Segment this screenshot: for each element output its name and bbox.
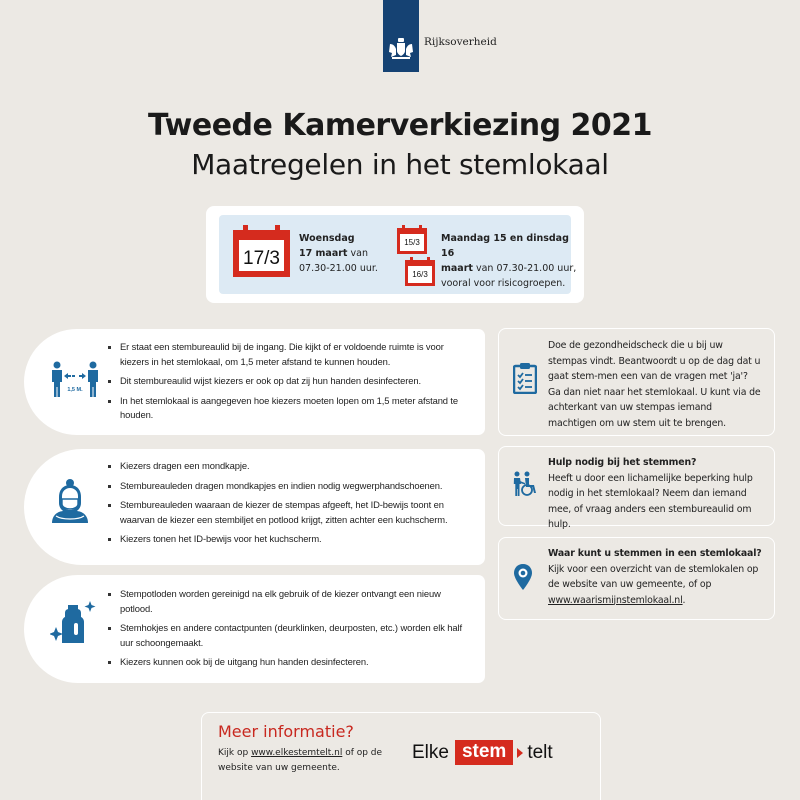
- assistance-heading: Hulp nodig bij het stemmen?: [548, 457, 697, 468]
- polling-location-link[interactable]: www.waarismijnstemlokaal.nl: [548, 594, 683, 606]
- measure-list-masks: [108, 459, 473, 552]
- main-date-rest: van: [347, 248, 368, 259]
- list-item: Stemhokjes en andere contactpunten (deurklinken, deurposten, etc.) worden elk half uur schoongemaakt.: [108, 621, 473, 650]
- elke-stem-telt-logo: [412, 740, 553, 765]
- election-dates-card: [206, 206, 584, 303]
- health-check-card: [498, 328, 775, 436]
- polling-location-body: Kijk voor een overzicht van de stemlokalen op de website van uw gemeente, of op: [548, 563, 759, 590]
- cleaning-bottle-icon: [50, 599, 100, 653]
- calendar-icon: [405, 257, 435, 286]
- polling-location-card: [498, 537, 775, 620]
- distance-icon: [50, 361, 100, 405]
- polling-location-text: [548, 546, 762, 608]
- polling-location-heading: Waar kunt u stemmen in een stemlokaal?: [548, 548, 762, 559]
- early-line2: van 07.30-21.00 uur,: [472, 263, 577, 274]
- early-election-dates: [441, 231, 581, 291]
- logo-word-stem: stem: [455, 740, 513, 765]
- measure-card-distance: [24, 329, 485, 435]
- more-info-title: Meer informatie?: [218, 722, 354, 741]
- list-item: Stembureauleden dragen mondkapjes en indien nodig wegwerphandschoenen.: [108, 479, 473, 494]
- list-item: Dit stembureaulid wijst kiezers er ook op dat zij hun handen desinfecteren.: [108, 374, 473, 389]
- checklist-icon: [513, 362, 537, 398]
- list-item: In het stemlokaal is aangegeven hoe kiezers moeten lopen om 1,5 meter afstand te houden.: [108, 394, 473, 423]
- more-info-suffix: of op de website van uw gemeente.: [218, 748, 383, 773]
- location-pin-icon: [513, 564, 533, 594]
- list-item: Kiezers kunnen ook bij de uitgang hun handen desinfecteren.: [108, 655, 473, 670]
- more-info-card: [201, 712, 601, 800]
- play-arrow-icon: [517, 748, 523, 758]
- more-info-prefix: Kijk op: [218, 748, 252, 758]
- measure-list-cleaning: [108, 587, 473, 675]
- calendar-icon: [397, 225, 427, 254]
- distance-label: 1,5 M.: [67, 387, 83, 393]
- list-item: Er staat een stembureaulid bij de ingang. Die kijkt of er voldoende ruimte is voor kiezers in het stemlokaal, om 1,5 meter afstand te kunnen houden.: [108, 340, 473, 369]
- early-line1: Maandag 15 en dinsdag 16: [441, 233, 569, 259]
- face-mask-icon: [50, 479, 90, 527]
- election-dates-panel: [219, 215, 577, 294]
- page-subtitle: Maatregelen in het stemlokaal: [191, 148, 609, 181]
- logo-text: Rijksoverheid: [424, 36, 497, 48]
- assistance-text: [548, 455, 762, 533]
- early-line3: vooral voor risicogroepen.: [441, 278, 566, 289]
- measure-list-distance: [108, 340, 473, 428]
- logo-word-telt: telt: [527, 741, 553, 763]
- logo-word-elke: Elke: [412, 741, 449, 763]
- coat-of-arms-icon: [388, 38, 414, 60]
- calendar-date-early-1: 15/3: [404, 238, 420, 247]
- measure-card-masks: [24, 449, 485, 565]
- list-item: Stembureauleden waaraan de kiezer de stempas afgeeft, het ID-bewijs toont en waarvan de kiezer een stembiljet en potlood krijgt, zitten achter een kuchscherm.: [108, 498, 473, 527]
- main-day: Woensdag: [299, 233, 355, 244]
- calendar-icon: [233, 225, 290, 277]
- list-item: Kiezers dragen een mondkapje.: [108, 459, 473, 474]
- main-time: 07.30-21.00 uur.: [299, 263, 378, 274]
- calendar-date-main: 17/3: [243, 248, 280, 269]
- main-election-date: [299, 231, 389, 276]
- rijksoverheid-logo: [383, 0, 497, 72]
- more-info-text: [218, 746, 388, 776]
- elkestemtelt-link[interactable]: www.elkestemtelt.nl: [251, 748, 343, 758]
- logo-bar: [383, 0, 419, 72]
- page-title: Tweede Kamerverkiezing 2021: [147, 108, 653, 143]
- wheelchair-assist-icon: [513, 471, 537, 501]
- list-item: Stempotloden worden gereinigd na elk gebruik of de kiezer ontvangt een nieuw potlood.: [108, 587, 473, 616]
- early-date: maart: [441, 263, 473, 274]
- health-check-text: Doe de gezondheidscheck die u bij uw stempas vindt. Beantwoordt u op de dag dat u gaat stem-men een van de vragen met 'ja'? Ga dan niet naar het stemlokaal. U kunt via de achterkant van uw stempas iemand machtigen om uw stem uit te brengen.: [548, 340, 761, 429]
- assistance-card: [498, 446, 775, 530]
- assistance-body: Heeft u door een lichamelijke beperking hulp nodig in het stemlokaal? Neem dan iemand mee, of vraag anders een stembureaulid om hulp.: [548, 472, 753, 530]
- polling-location-after: .: [682, 594, 686, 606]
- list-item: Kiezers tonen het ID-bewijs voor het kuchscherm.: [108, 532, 473, 547]
- main-date: 17 maart: [299, 248, 348, 259]
- measure-card-cleaning: [24, 575, 485, 683]
- calendar-date-early-2: 16/3: [412, 270, 428, 279]
